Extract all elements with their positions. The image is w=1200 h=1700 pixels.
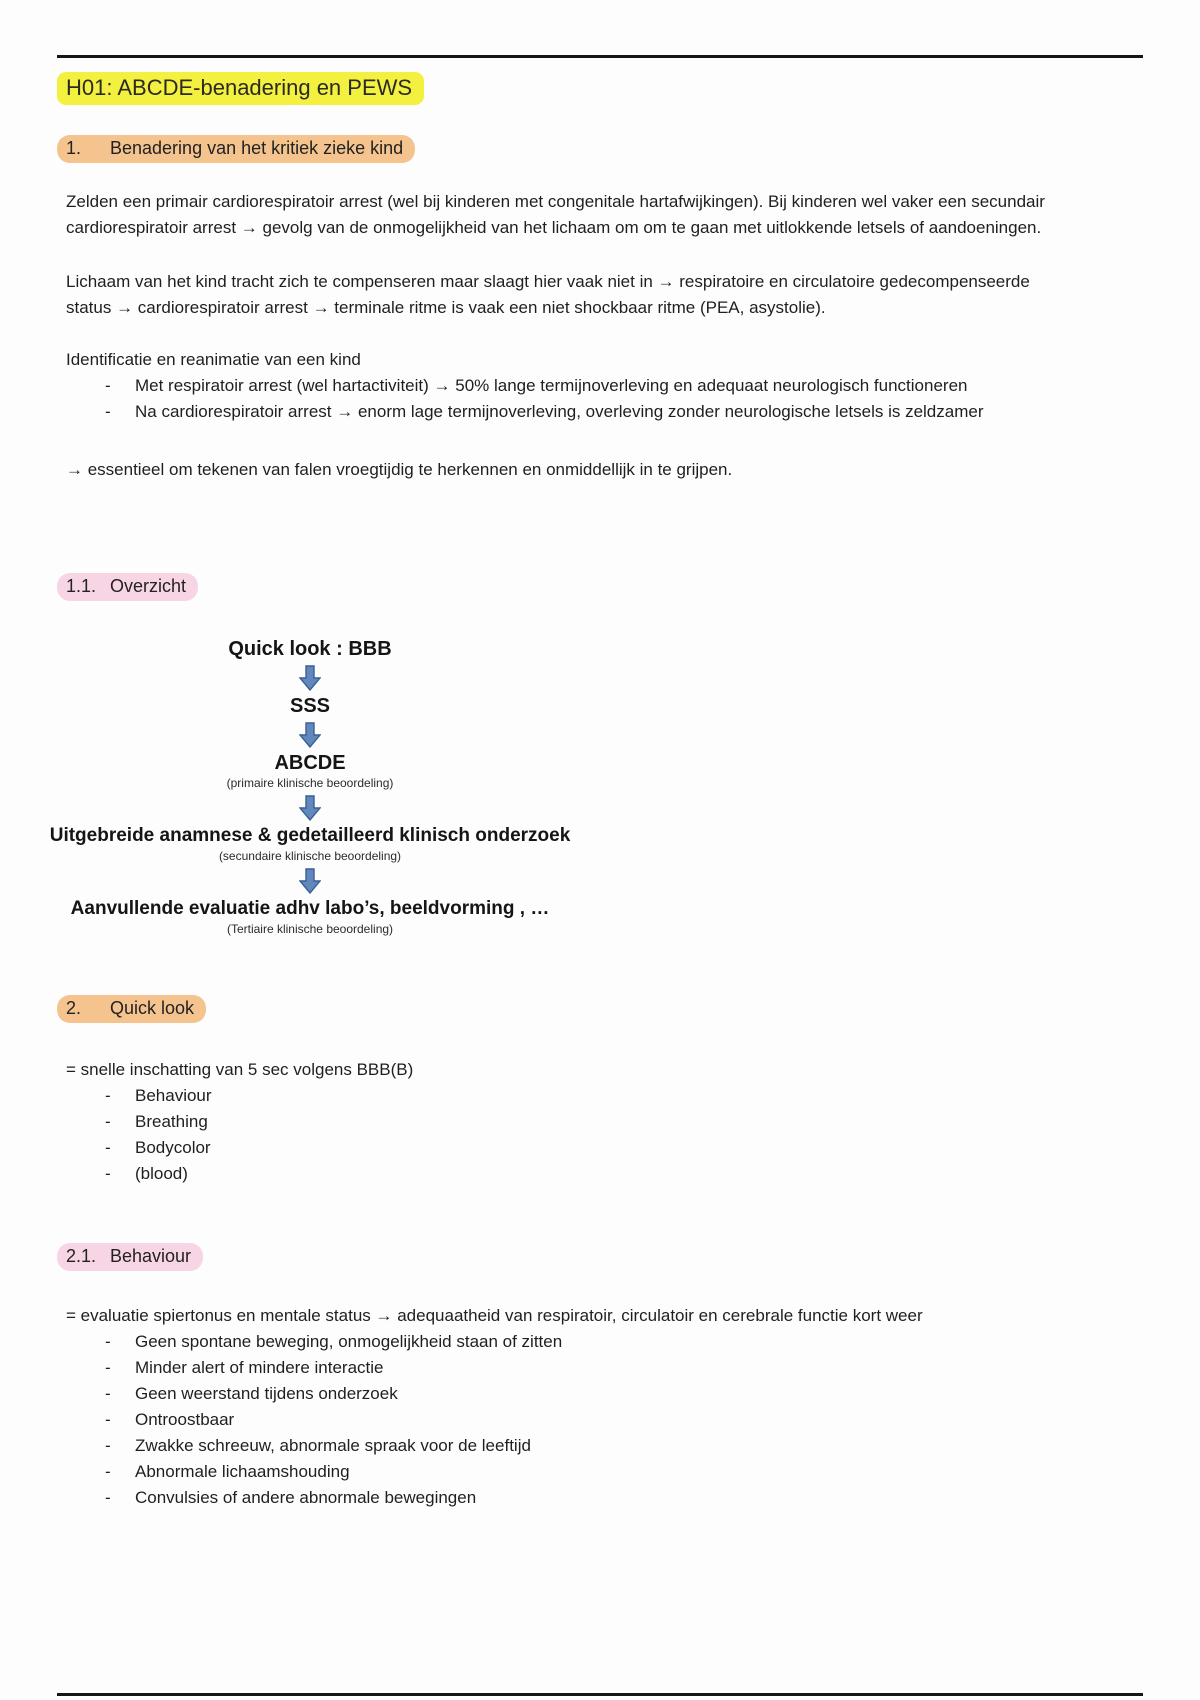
paragraph-primair-arrest: Zelden een primair cardiorespiratoir arrest (wel bij kinderen met congenitale hartafwijkingen). Bij kinderen wel vaker een secundair cardiorespiratoir arrest → gevolg van de onmogelijkheid van het lichaam om om te gaan met uitlokkende letsels of aandoeningen.	[66, 192, 1045, 237]
list-item: - Zwakke schreeuw, abnormale spraak voor de leeftijd	[66, 1433, 1051, 1459]
section-number: 1.1.	[66, 576, 97, 596]
flow-step-caption: (Tertiaire klinische beoordeling)	[226, 922, 394, 936]
bullet-dash: -	[105, 1436, 111, 1455]
bullet-dash: -	[105, 1488, 111, 1507]
list-item: - Behaviour	[66, 1083, 1051, 1109]
list-item: - Na cardiorespiratoir arrest → enorm lage termijnoverleving, overleving zonder neurologische letsels is zeldzamer	[66, 399, 1051, 425]
bullet-dash: -	[105, 1086, 111, 1105]
flow-step-sss: SSS	[289, 695, 331, 717]
list-item: - Breathing	[66, 1109, 1051, 1135]
page-title	[66, 72, 424, 105]
flow-step-aanvullende-evaluatie: Aanvullende evaluatie adhv labo’s, beeldvorming , …	[70, 898, 550, 919]
document-content	[49, 70, 1051, 1511]
down-arrow-icon	[299, 665, 321, 691]
bullet-dash: -	[105, 1462, 111, 1481]
behaviour-intro: = evaluatie spiertonus en mentale status → adequaatheid van respiratoir, circulatoir en cerebrale functie kort weer	[66, 1306, 923, 1325]
list-item: - Bodycolor	[66, 1135, 1051, 1161]
section-heading-label: Quick look	[110, 998, 195, 1018]
bullet-dash: -	[105, 1332, 111, 1351]
bullet-dash: -	[105, 1164, 111, 1183]
bullet-dash: -	[105, 1358, 111, 1377]
list-item: - (blood)	[66, 1161, 1051, 1187]
paragraph-compensatie: Lichaam van het kind tracht zich te compenseren maar slaagt hier vaak niet in → respiratoire en circulatoire gedecompenseerde status → cardiorespiratoir arrest → terminale ritme is vaak een niet shockbaar ritme (PEA, asystolie).	[66, 272, 1030, 317]
bullet-dash: -	[105, 1138, 111, 1157]
list-item: - Geen spontane beweging, onmogelijkheid staan of zitten	[66, 1329, 1051, 1355]
conclusion-note: → essentieel om tekenen van falen vroegtijdig te herkennen en onmiddellijk in te grijpen.	[66, 460, 733, 479]
list-item: - Minder alert of mindere interactie	[66, 1355, 1051, 1381]
quick-look-intro: = snelle inschatting van 5 sec volgens BBB(B)	[66, 1060, 414, 1079]
down-arrow-icon	[299, 868, 321, 894]
section-2-1-heading	[66, 1243, 1051, 1271]
section-2-heading	[66, 995, 1051, 1023]
bullet-dash: -	[105, 1384, 111, 1403]
flow-step-caption: (primaire klinische beoordeling)	[226, 776, 394, 790]
list-item: - Ontroostbaar	[66, 1407, 1051, 1433]
assessment-flowchart	[20, 637, 600, 937]
section-1-heading	[66, 135, 1051, 163]
bottom-rule	[57, 1693, 1143, 1696]
section-1-1-heading	[66, 573, 1051, 601]
bullet-dash: -	[105, 376, 111, 395]
identificatie-intro: Identificatie en reanimatie van een kind	[66, 350, 361, 369]
bullet-dash: -	[105, 1112, 111, 1131]
bullet-dash: -	[105, 402, 111, 421]
title-highlight: H01: ABCDE-benadering en PEWS	[57, 72, 424, 105]
down-arrow-icon	[299, 795, 321, 821]
section-heading-label: Overzicht	[110, 576, 187, 596]
section-number: 2.1.	[66, 1246, 97, 1266]
section-heading-label: Benadering van het kritiek zieke kind	[110, 138, 404, 158]
flow-step-anamnese: Uitgebreide anamnese & gedetailleerd klinisch onderzoek	[49, 825, 571, 846]
flow-step-quick-look: Quick look : BBB	[228, 638, 392, 660]
list-item: - Abnormale lichaamshouding	[66, 1459, 1051, 1485]
down-arrow-icon	[299, 722, 321, 748]
list-item: - Met respiratoir arrest (wel hartactiviteit) → 50% lange termijnoverleving en adequaat neurologisch functioneren	[66, 373, 1051, 399]
bullet-dash: -	[105, 1410, 111, 1429]
section-heading-label: Behaviour	[110, 1246, 192, 1266]
list-item: - Geen weerstand tijdens onderzoek	[66, 1381, 1051, 1407]
flow-step-abcde: ABCDE	[274, 752, 346, 774]
section-number: 1.	[66, 138, 82, 158]
top-rule	[57, 55, 1143, 58]
flow-step-caption: (secundaire klinische beoordeling)	[218, 849, 402, 863]
list-item: - Convulsies of andere abnormale bewegingen	[66, 1485, 1051, 1511]
section-number: 2.	[66, 998, 82, 1018]
